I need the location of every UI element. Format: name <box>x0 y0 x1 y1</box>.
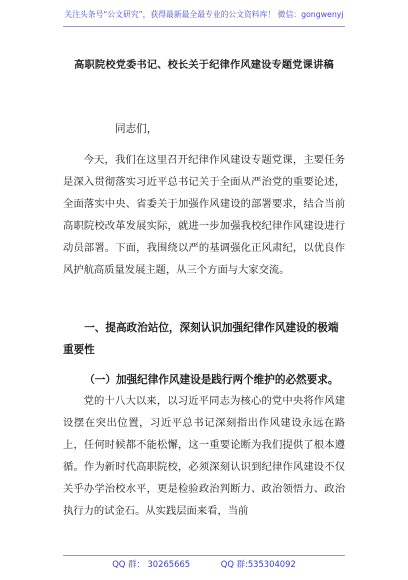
header-divider <box>63 26 345 27</box>
document-title: 高职院校党委书记、校长关于纪律作风建设专题党课讲稿 <box>74 59 334 71</box>
body-paragraph: 党的十八大以来，以习近平同志为核心的党中央将作风建设摆在突出位置，习近平总书记深刻指出作风建设永远在路上，任何时候都不能松懈，这一重要论断为我们提供了根本遵循。作为新时代高职院校，必须深刻认识到纪律作风建设不仅关乎办学治校水平，更是检验政治判断力、政治领悟力、政治执行力的试金石。从实践层面来看，当前 <box>63 395 345 517</box>
subsection-1-heading: （一）加强纪律作风建设是践行两个维护的必然要求。 <box>84 374 339 386</box>
footer-qq-group-1: QQ 群： 30265665 <box>112 559 191 569</box>
salutation: 同志们， <box>115 123 158 135</box>
footer-contact <box>0 558 408 570</box>
section-1-heading: 一、提高政治站位，深刻认识加强纪律作风建设的极端重要性 <box>63 322 339 356</box>
footer-qq-group-2: QQ 群:535304092 <box>220 559 296 569</box>
intro-paragraph: 今天，我们在这里召开纪律作风建设专题党课，主要任务是深入贯彻落实习近平总书记关于全面从严治党的重要论述，全面落实中央、省委关于加强作风建设的部署要求，结合当前高职院校改革发展实际，就进一步加强我校纪律作风建设进行动员部署。下面，我围绕以严的基调强化正风肃纪，以优良作风护航高质量发展主题，从三个方面与大家交流。 <box>63 154 345 276</box>
header-promo-note: 关注头条号“公文研究”，获得最新最全最专业的公文资料库！ 微信：gongwenyj <box>64 10 344 19</box>
footer-divider <box>63 555 345 556</box>
